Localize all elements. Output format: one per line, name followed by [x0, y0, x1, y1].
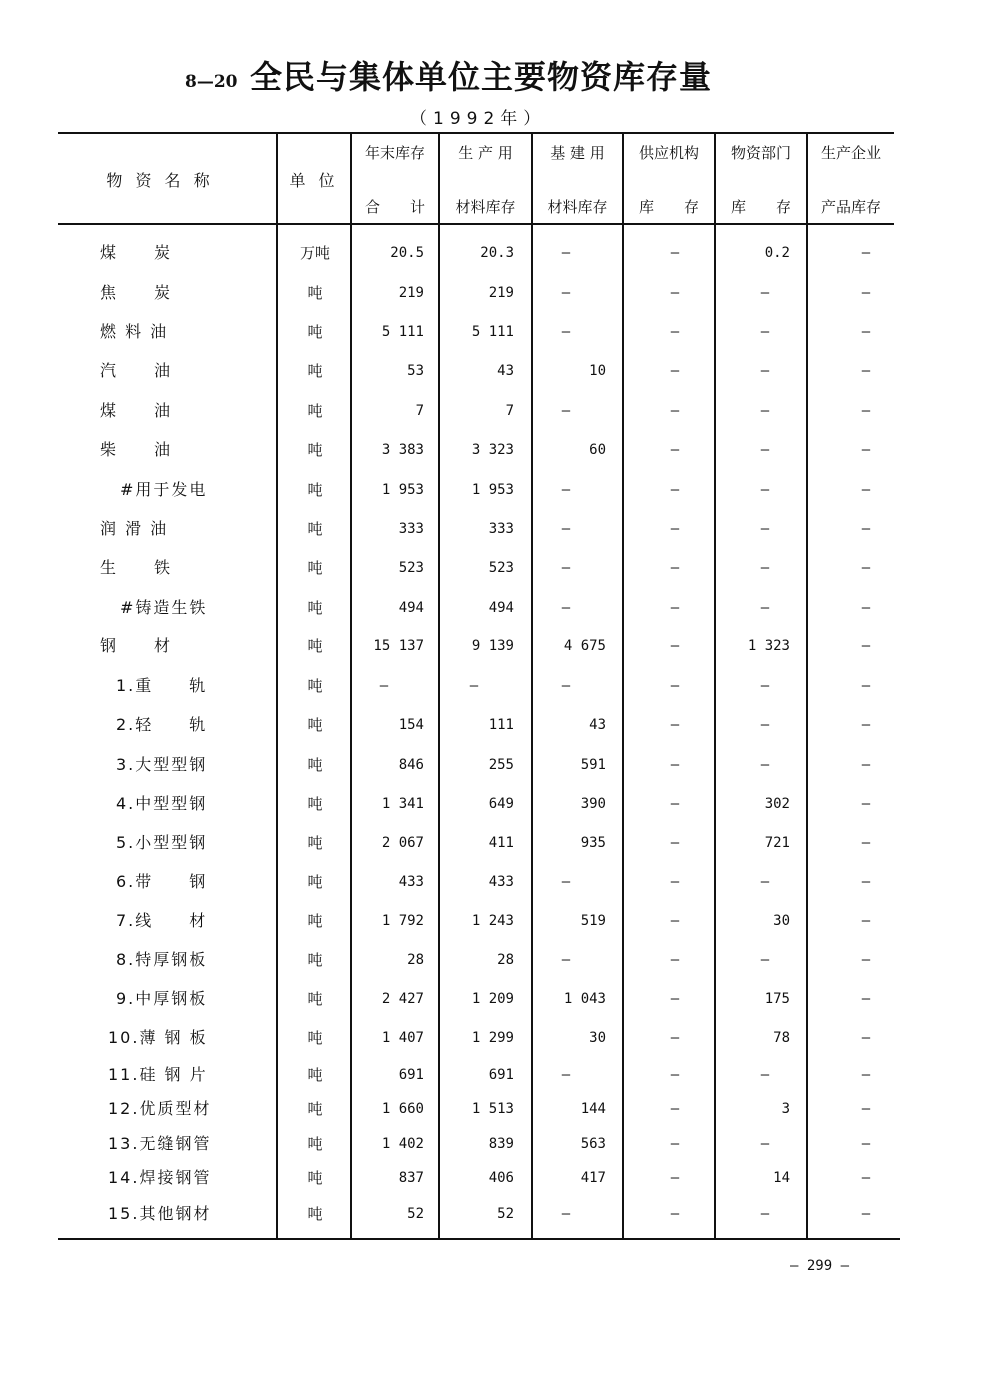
row-value-col2: 7: [505, 403, 514, 419]
row-unit: 吨: [307, 284, 323, 302]
row-value-col6: —: [861, 600, 871, 616]
row-value-col4: —: [670, 442, 680, 458]
row-value-col5: —: [760, 874, 770, 890]
row-value-col3: 563: [580, 1136, 606, 1152]
row-name: 煤 油: [100, 401, 173, 420]
row-value-col5: —: [760, 600, 770, 616]
column-header-year-end-bottom: 合 计: [364, 198, 425, 216]
row-value-col4: —: [670, 1136, 680, 1152]
row-value-col4: —: [670, 991, 680, 1007]
row-value-col4: —: [670, 403, 680, 419]
row-unit: 万吨: [299, 244, 330, 262]
row-value-col1: 28: [407, 952, 424, 968]
row-name: 2.轻 轨: [116, 715, 208, 734]
row-value-col6: —: [861, 796, 871, 812]
row-value-col2: 411: [488, 835, 514, 851]
row-value-col6: —: [861, 757, 871, 773]
row-value-col1: 1 402: [381, 1136, 424, 1152]
row-value-col3: 60: [589, 442, 606, 458]
row-unit: 吨: [307, 951, 323, 969]
row-value-col1: —: [379, 678, 389, 694]
row-value-col2: 691: [488, 1067, 514, 1083]
row-name: 14.焊接钢管: [108, 1168, 212, 1187]
row-unit: 吨: [307, 834, 323, 852]
row-value-col6: —: [861, 913, 871, 929]
row-value-col6: —: [861, 991, 871, 1007]
row-unit: 吨: [307, 402, 323, 420]
column-header-production-top: 生 产 用: [458, 144, 513, 162]
row-unit: 吨: [307, 873, 323, 891]
row-value-col6: —: [861, 717, 871, 733]
column-header-supply-bottom: 库 存: [638, 198, 699, 216]
row-value-col4: —: [670, 600, 680, 616]
row-value-col4: —: [670, 717, 680, 733]
row-value-col2: 43: [497, 363, 514, 379]
row-value-col6: —: [861, 1170, 871, 1186]
row-value-col1: 837: [398, 1170, 424, 1186]
row-value-col2: 111: [488, 717, 514, 733]
row-value-col4: —: [670, 678, 680, 694]
row-value-col1: 691: [398, 1067, 424, 1083]
row-value-col4: —: [670, 560, 680, 576]
row-name: 11.硅 钢 片: [108, 1065, 208, 1084]
row-value-col2: 5 111: [471, 324, 514, 340]
row-value-col6: —: [861, 245, 871, 261]
row-name: 1.重 轨: [116, 676, 208, 695]
row-value-col6: —: [861, 521, 871, 537]
row-value-col3: —: [561, 600, 571, 616]
row-value-col4: —: [670, 874, 680, 890]
row-name: 钢 材: [100, 636, 173, 655]
row-value-col1: 1 407: [381, 1030, 424, 1046]
row-value-col5: 78: [773, 1030, 790, 1046]
row-value-col5: —: [760, 560, 770, 576]
row-value-col5: —: [760, 521, 770, 537]
column-header-materials-top: 物资部门: [730, 144, 791, 162]
column-divider: [714, 134, 716, 1238]
row-value-col5: —: [760, 717, 770, 733]
row-value-col4: —: [670, 1030, 680, 1046]
row-value-col4: —: [670, 482, 680, 498]
row-value-col2: 1 299: [471, 1030, 514, 1046]
row-value-col5: 1 323: [747, 638, 790, 654]
row-value-col3: 10: [589, 363, 606, 379]
row-value-col4: —: [670, 1206, 680, 1222]
row-value-col2: 219: [488, 285, 514, 301]
row-value-col6: —: [861, 638, 871, 654]
row-value-col3: 30: [589, 1030, 606, 1046]
row-name: 9.中厚钢板: [116, 989, 208, 1008]
row-value-col4: —: [670, 1101, 680, 1117]
row-value-col6: —: [861, 324, 871, 340]
row-unit: 吨: [307, 362, 323, 380]
row-value-col2: 1 243: [471, 913, 514, 929]
row-value-col2: 523: [488, 560, 514, 576]
row-name: 煤 炭: [100, 243, 173, 262]
row-value-col6: —: [861, 835, 871, 851]
row-name: 12.优质型材: [108, 1099, 212, 1118]
row-value-col1: 1 953: [381, 482, 424, 498]
row-name: #用于发电: [120, 480, 208, 499]
row-name: 5.小型型钢: [116, 833, 208, 852]
column-header-supply-top: 供应机构: [638, 144, 699, 162]
row-value-col3: 4 675: [563, 638, 606, 654]
page-title: 全民与集体单位主要物资库存量: [250, 58, 713, 96]
row-name: 燃 料 油: [100, 322, 169, 341]
table-number: 8—20: [185, 72, 238, 92]
row-unit: 吨: [307, 1100, 323, 1118]
row-value-col6: —: [861, 1067, 871, 1083]
row-value-col2: 3 323: [471, 442, 514, 458]
row-value-col3: 1 043: [563, 991, 606, 1007]
row-value-col3: 417: [580, 1170, 606, 1186]
row-value-col2: 406: [488, 1170, 514, 1186]
row-value-col2: 1 953: [471, 482, 514, 498]
row-value-col1: 52: [407, 1206, 424, 1222]
row-unit: 吨: [307, 481, 323, 499]
row-value-col2: 1 513: [471, 1101, 514, 1117]
row-value-col1: 154: [398, 717, 424, 733]
row-value-col3: —: [561, 521, 571, 537]
row-value-col1: 333: [398, 521, 424, 537]
row-value-col3: 390: [580, 796, 606, 812]
row-value-col2: 433: [488, 874, 514, 890]
row-name: #铸造生铁: [120, 598, 208, 617]
row-value-col2: 839: [488, 1136, 514, 1152]
row-value-col6: —: [861, 560, 871, 576]
row-value-col1: 53: [407, 363, 424, 379]
row-value-col5: 14: [773, 1170, 790, 1186]
row-name: 8.特厚钢板: [116, 950, 208, 969]
row-value-col4: —: [670, 1170, 680, 1186]
column-divider: [276, 134, 278, 1238]
row-name: 7.线 材: [116, 911, 208, 930]
row-value-col3: —: [561, 1067, 571, 1083]
row-value-col3: 519: [580, 913, 606, 929]
column-header-construction-bottom: 材料库存: [547, 198, 608, 216]
row-value-col5: 0.2: [764, 245, 790, 261]
row-value-col1: 7: [415, 403, 424, 419]
row-name: 汽 油: [100, 361, 173, 380]
row-value-col1: 2 067: [381, 835, 424, 851]
row-unit: 吨: [307, 912, 323, 930]
row-value-col3: —: [561, 403, 571, 419]
row-value-col1: 15 137: [373, 638, 424, 654]
row-value-col6: —: [861, 1030, 871, 1046]
row-unit: 吨: [307, 520, 323, 538]
row-value-col4: —: [670, 363, 680, 379]
row-name: 3.大型型钢: [116, 755, 208, 774]
row-unit: 吨: [307, 1169, 323, 1187]
row-value-col2: 649: [488, 796, 514, 812]
row-value-col6: —: [861, 285, 871, 301]
row-value-col6: —: [861, 442, 871, 458]
table-top-rule: [58, 132, 894, 134]
column-divider: [622, 134, 624, 1238]
row-value-col4: —: [670, 324, 680, 340]
row-value-col5: —: [760, 363, 770, 379]
row-unit: 吨: [307, 1205, 323, 1223]
row-value-col1: 1 792: [381, 913, 424, 929]
row-value-col5: —: [760, 285, 770, 301]
column-header-enterprise-top: 生产企业: [820, 144, 881, 162]
row-value-col4: —: [670, 521, 680, 537]
row-name: 润 滑 油: [100, 519, 169, 538]
row-value-col5: —: [760, 1206, 770, 1222]
row-value-col5: —: [760, 403, 770, 419]
row-value-col3: —: [561, 245, 571, 261]
row-value-col1: 1 660: [381, 1101, 424, 1117]
row-value-col4: —: [670, 952, 680, 968]
row-value-col3: —: [561, 482, 571, 498]
column-header-year-end-top: 年末库存: [364, 144, 425, 162]
row-name: 10.薄 钢 板: [108, 1028, 208, 1047]
row-value-col1: 1 341: [381, 796, 424, 812]
row-value-col6: —: [861, 1206, 871, 1222]
row-value-col1: 433: [398, 874, 424, 890]
row-unit: 吨: [307, 795, 323, 813]
row-unit: 吨: [307, 677, 323, 695]
table-bottom-rule: [58, 1238, 900, 1240]
row-value-col1: 20.5: [390, 245, 424, 261]
row-value-col3: —: [561, 324, 571, 340]
row-name: 焦 炭: [100, 283, 173, 302]
row-name: 13.无缝钢管: [108, 1134, 212, 1153]
row-value-col6: —: [861, 1136, 871, 1152]
row-value-col5: —: [760, 1136, 770, 1152]
row-value-col5: 302: [764, 796, 790, 812]
row-unit: 吨: [307, 1029, 323, 1047]
row-unit: 吨: [307, 323, 323, 341]
column-header-enterprise-bottom: 产品库存: [820, 198, 881, 216]
row-name: 15.其他钢材: [108, 1204, 212, 1223]
row-value-col2: 28: [497, 952, 514, 968]
row-value-col5: 30: [773, 913, 790, 929]
page-number: — 299 —: [790, 1258, 850, 1274]
row-value-col1: 5 111: [381, 324, 424, 340]
row-unit: 吨: [307, 1135, 323, 1153]
row-value-col6: —: [861, 952, 871, 968]
row-unit: 吨: [307, 559, 323, 577]
row-name: 生 铁: [100, 558, 173, 577]
row-value-col5: —: [760, 952, 770, 968]
row-value-col3: 935: [580, 835, 606, 851]
column-header-production-bottom: 材料库存: [455, 198, 516, 216]
row-value-col2: 255: [488, 757, 514, 773]
row-value-col4: —: [670, 638, 680, 654]
row-value-col3: —: [561, 285, 571, 301]
row-value-col4: —: [670, 757, 680, 773]
row-name: 6.带 钢: [116, 872, 208, 891]
row-value-col3: —: [561, 1206, 571, 1222]
header-bottom-rule: [58, 223, 894, 225]
row-value-col1: 846: [398, 757, 424, 773]
row-value-col4: —: [670, 796, 680, 812]
row-value-col4: —: [670, 245, 680, 261]
row-value-col5: 3: [781, 1101, 790, 1117]
title-block: [0, 50, 1000, 110]
row-value-col1: 3 383: [381, 442, 424, 458]
row-value-col2: 333: [488, 521, 514, 537]
row-value-col6: —: [861, 403, 871, 419]
row-value-col4: —: [670, 1067, 680, 1083]
row-value-col3: —: [561, 560, 571, 576]
row-value-col5: —: [760, 442, 770, 458]
row-unit: 吨: [307, 1066, 323, 1084]
row-unit: 吨: [307, 599, 323, 617]
row-value-col4: —: [670, 913, 680, 929]
row-value-col2: 1 209: [471, 991, 514, 1007]
row-value-col3: 591: [580, 757, 606, 773]
row-value-col3: —: [561, 874, 571, 890]
row-name: 4.中型型钢: [116, 794, 208, 813]
row-value-col5: —: [760, 1067, 770, 1083]
row-name: 柴 油: [100, 440, 173, 459]
row-unit: 吨: [307, 716, 323, 734]
column-header-unit: 单 位: [289, 171, 339, 190]
row-value-col6: —: [861, 678, 871, 694]
year-subtitle: （1992年）: [410, 109, 547, 129]
row-value-col3: 43: [589, 717, 606, 733]
row-value-col1: 2 427: [381, 991, 424, 1007]
row-value-col3: —: [561, 952, 571, 968]
row-value-col4: —: [670, 835, 680, 851]
row-value-col1: 219: [398, 285, 424, 301]
row-value-col4: —: [670, 285, 680, 301]
row-unit: 吨: [307, 637, 323, 655]
row-value-col5: 175: [764, 991, 790, 1007]
row-value-col5: —: [760, 324, 770, 340]
row-value-col3: 144: [580, 1101, 606, 1117]
row-unit: 吨: [307, 756, 323, 774]
row-value-col2: 9 139: [471, 638, 514, 654]
row-value-col6: —: [861, 874, 871, 890]
row-value-col5: —: [760, 678, 770, 694]
row-unit: 吨: [307, 990, 323, 1008]
row-value-col5: —: [760, 757, 770, 773]
column-header-construction-top: 基 建 用: [550, 144, 605, 162]
column-header-materials-bottom: 库 存: [730, 198, 791, 216]
row-value-col6: —: [861, 482, 871, 498]
row-value-col6: —: [861, 363, 871, 379]
row-value-col2: —: [469, 678, 479, 694]
row-unit: 吨: [307, 441, 323, 459]
row-value-col3: —: [561, 678, 571, 694]
row-value-col6: —: [861, 1101, 871, 1117]
column-divider: [806, 134, 808, 1238]
row-value-col1: 494: [398, 600, 424, 616]
row-value-col5: 721: [764, 835, 790, 851]
row-value-col2: 20.3: [480, 245, 514, 261]
row-value-col2: 52: [497, 1206, 514, 1222]
row-value-col5: —: [760, 482, 770, 498]
row-value-col2: 494: [488, 600, 514, 616]
column-header-name: 物 资 名 称: [106, 171, 214, 190]
row-value-col1: 523: [398, 560, 424, 576]
